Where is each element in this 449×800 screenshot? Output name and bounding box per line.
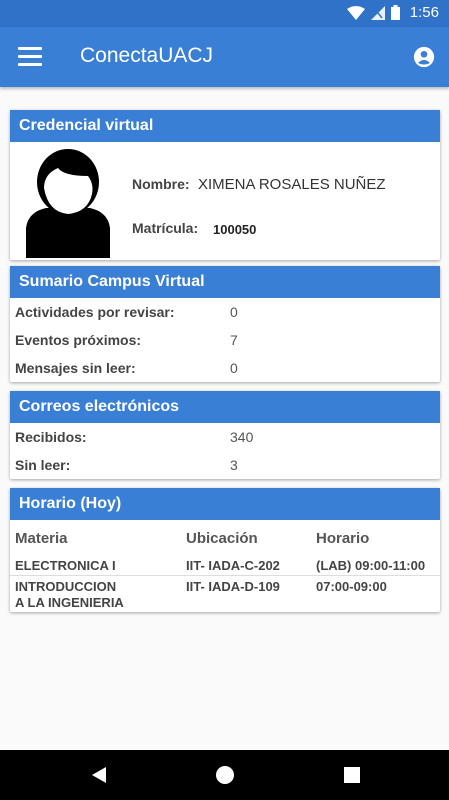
navigation-bar <box>0 750 449 800</box>
summary-label: Actividades por revisar: <box>15 304 175 320</box>
email-card-header: Correos electrónicos <box>10 391 440 423</box>
schedule-row <box>10 576 440 612</box>
cell-signal-icon <box>371 6 385 20</box>
email-row-received <box>10 423 440 451</box>
campus-summary-card <box>10 266 440 382</box>
back-icon[interactable] <box>90 766 108 784</box>
location: IIT- IADA-D-109 <box>186 579 280 594</box>
credential-card-header: Credencial virtual <box>10 110 440 142</box>
column-header-location: Ubicación <box>186 530 258 547</box>
schedule-card-header: Horario (Hoy) <box>10 488 440 520</box>
recents-icon[interactable] <box>343 766 361 784</box>
account-circle-icon[interactable] <box>413 46 435 68</box>
name-label: Nombre: <box>132 176 190 192</box>
column-header-subject: Materia <box>15 530 68 547</box>
summary-value: 0 <box>230 304 238 320</box>
app-title: ConectaUACJ <box>80 44 214 67</box>
summary-row-activities <box>10 298 440 326</box>
summary-label: Eventos próximos: <box>15 332 142 348</box>
summary-row-events <box>10 326 440 354</box>
avatar <box>24 146 112 258</box>
time: (LAB) 09:00-11:00 <box>316 558 426 573</box>
id-label: Matrícula: <box>132 220 199 236</box>
subject: ELECTRONICA I <box>15 558 116 573</box>
summary-row-messages <box>10 354 440 382</box>
email-card <box>10 391 440 479</box>
hamburger-menu-icon[interactable] <box>18 47 42 67</box>
subject: INTRODUCCION <box>15 579 117 594</box>
email-label: Recibidos: <box>15 429 87 445</box>
clock: 1:56 <box>409 4 439 21</box>
schedule-card <box>10 488 440 612</box>
name-value: XIMENA ROSALES NUÑEZ <box>198 176 386 193</box>
schedule-row <box>10 554 440 576</box>
location: IIT- IADA-C-202 <box>186 558 280 573</box>
email-row-unread <box>10 451 440 479</box>
email-value: 3 <box>230 457 238 473</box>
home-icon[interactable] <box>215 765 235 785</box>
wifi-icon <box>347 6 365 20</box>
subject-line-2: A LA INGENIERIA <box>15 595 124 610</box>
campus-summary-header: Sumario Campus Virtual <box>10 266 440 298</box>
id-value: 100050 <box>213 222 257 237</box>
app-bar <box>0 27 449 87</box>
summary-label: Mensajes sin leer: <box>15 360 136 376</box>
credential-card <box>10 110 440 260</box>
summary-value: 0 <box>230 360 238 376</box>
email-value: 340 <box>230 429 254 445</box>
column-header-time: Horario <box>316 530 370 547</box>
email-label: Sin leer: <box>15 457 71 473</box>
battery-icon <box>391 5 400 20</box>
schedule-column-headers <box>10 520 440 554</box>
status-bar <box>0 0 449 27</box>
summary-value: 7 <box>230 332 238 348</box>
time: 07:00-09:00 <box>316 579 387 594</box>
